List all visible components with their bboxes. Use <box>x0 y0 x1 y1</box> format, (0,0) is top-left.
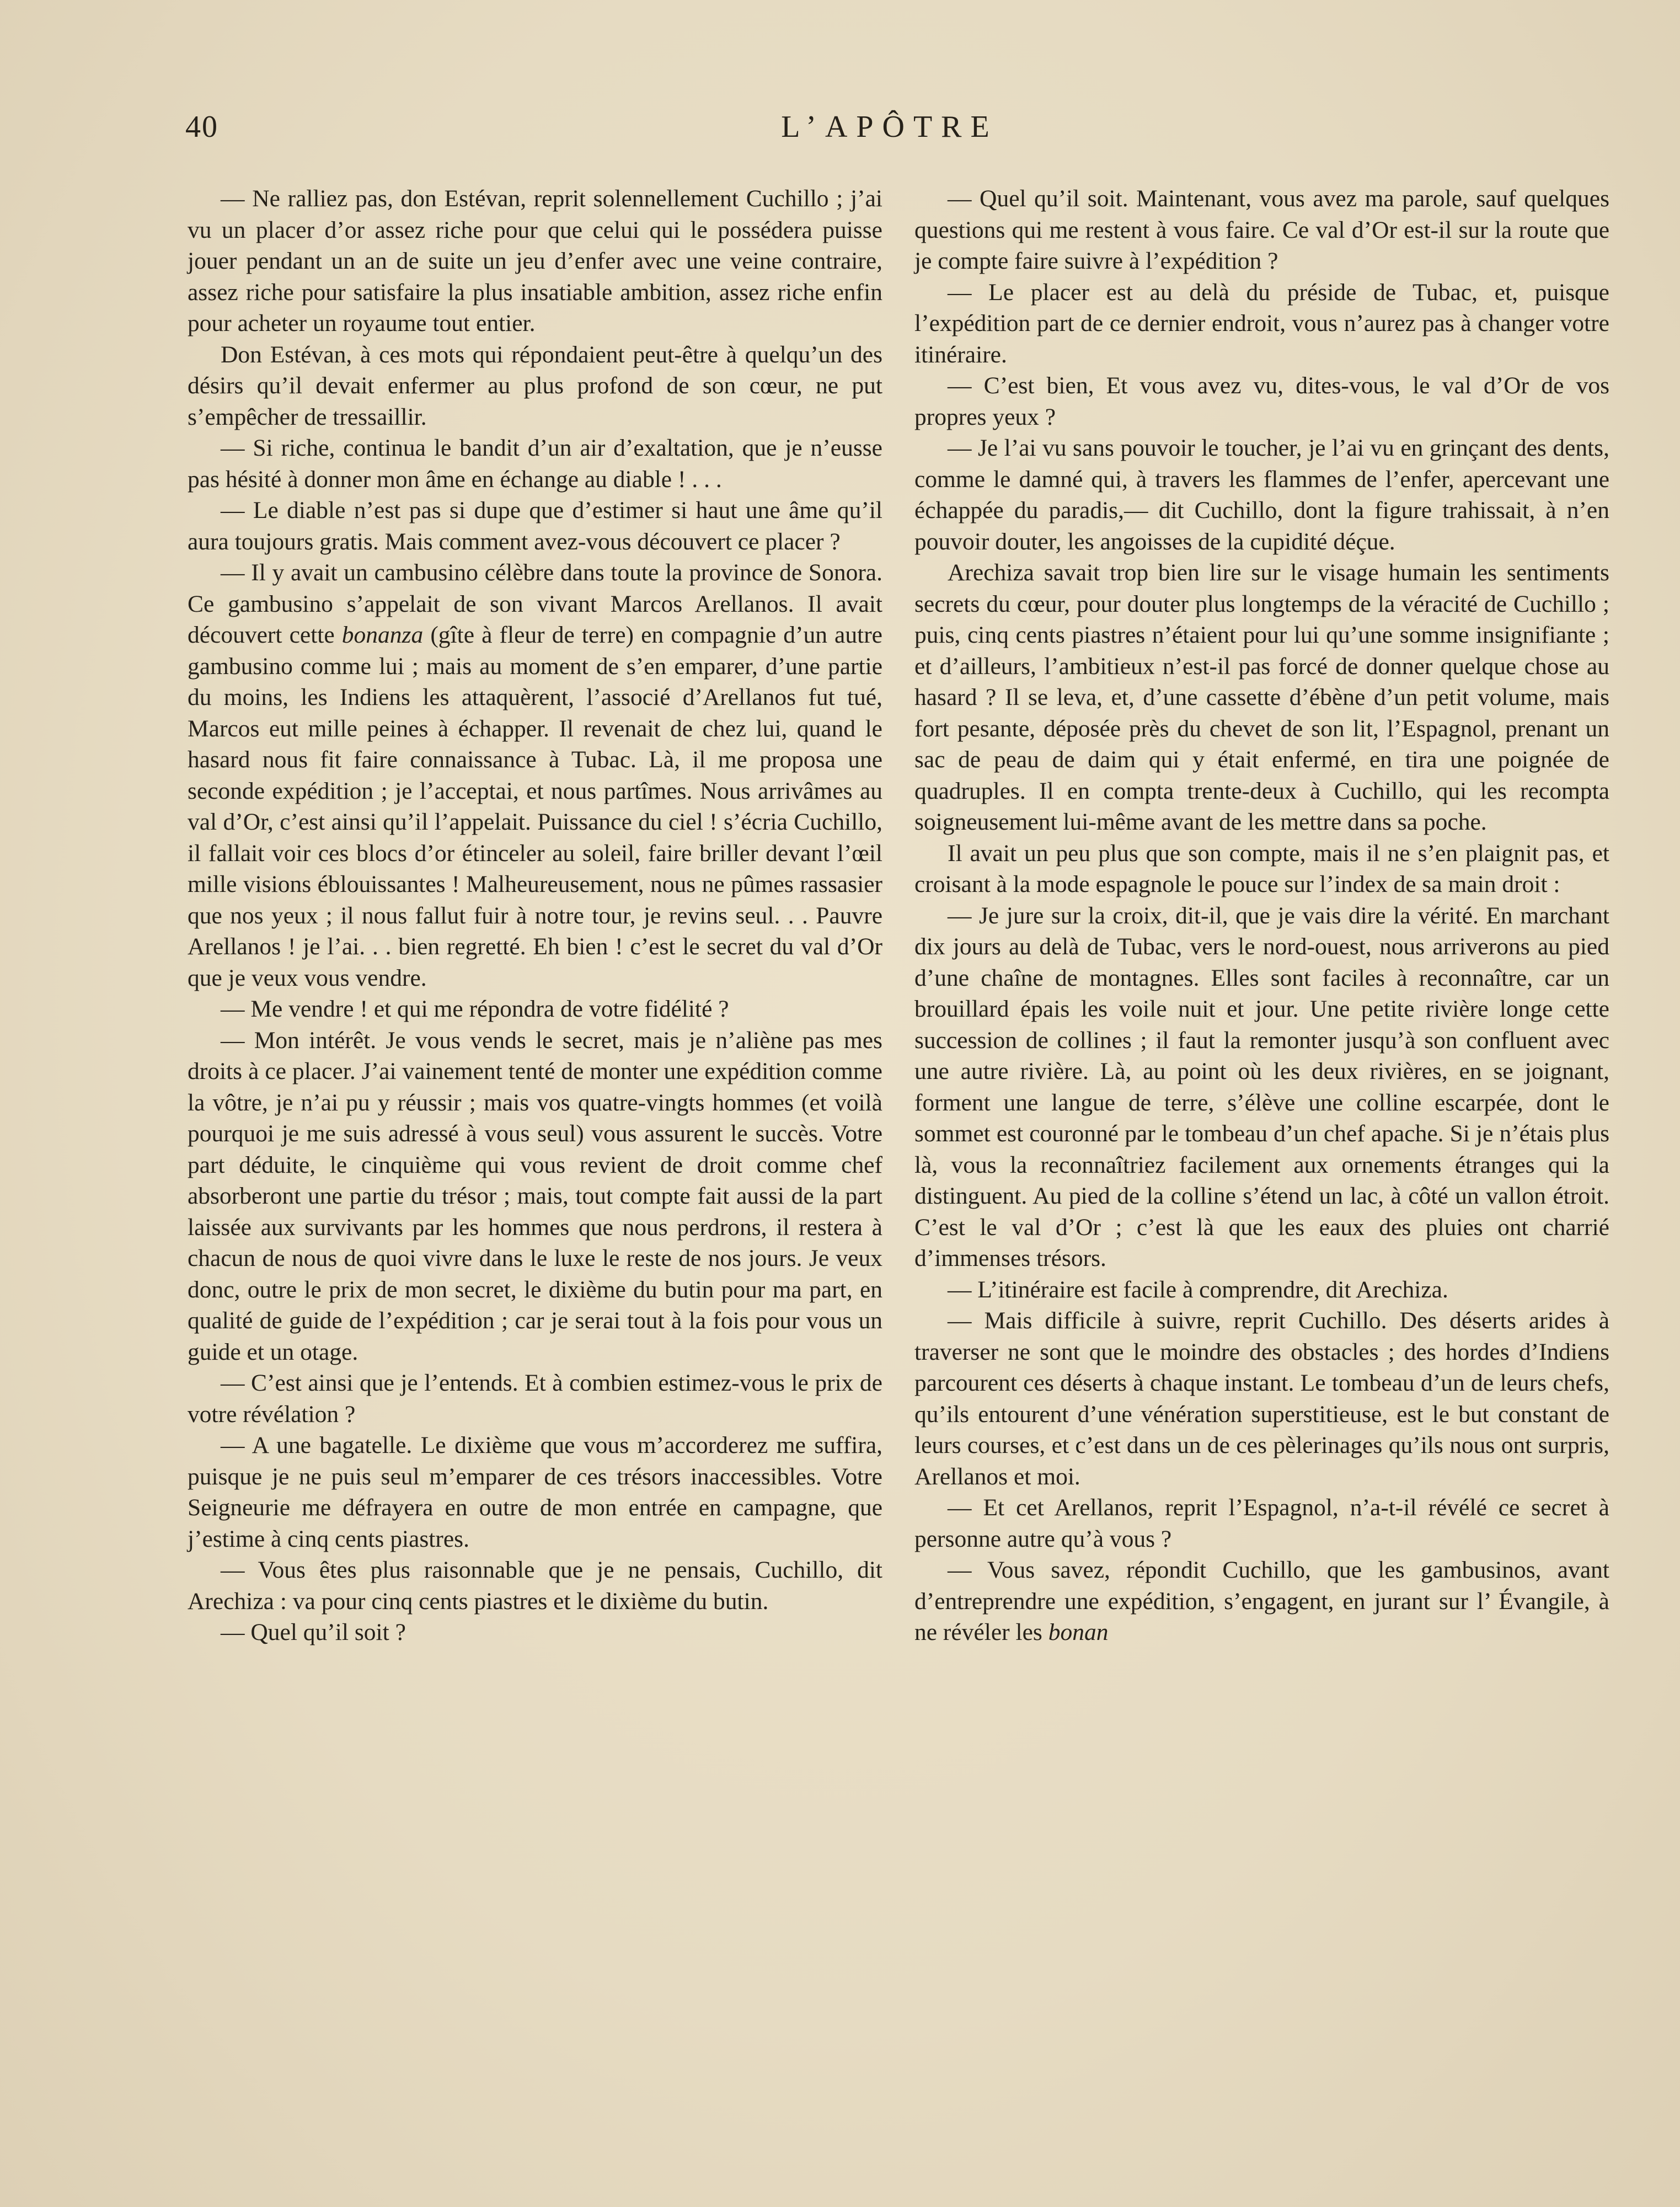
paragraph: — Si riche, continua le bandit d’un air d’exaltation, que je n’eusse pas hésité à donner mon âme en échange au diable ! . . . <box>188 435 882 493</box>
paragraph: — Quel qu’il soit ? <box>221 1619 406 1645</box>
paragraph: — Le placer est au delà du préside de Tubac, et, puisque l’expédition part de ce dernier endroit, vous n’aurez pas à changer votre itinéraire. <box>914 279 1609 368</box>
left-column <box>188 183 882 1648</box>
running-head <box>185 105 1550 149</box>
paragraph: Il avait un peu plus que son compte, mais il ne s’en plaignit pas, et croisant à la mode espagnole le pouce sur l’index de sa main droit : <box>914 840 1609 897</box>
paragraph: — Mon intérêt. Je vous vends le secret, mais je n’aliène pas mes droits à ce placer. J’ai vainement tenté de monter une expédition comme la vôtre, je n’ai pu y réussir ; mais vos quatre-vingts hommes (et voilà pourquoi je me suis adressé à vous seul) vous assurent le succès. Votre part déduite, le cinquième qui vous revient de droit comme chef absorberont une partie du trésor ; mais, tout compte fait aussi de la part laissée aux survivants par les hommes que nous perdrons, il restera à chacun de nous de quoi vivre dans le luxe le reste de nos jours. Je veux donc, outre le prix de mon secret, le dixième du butin pour ma part, en qualité de guide de l’expédition ; car je serai tout à la fois pour vous un guide et un otage. <box>188 1027 882 1365</box>
right-column <box>914 183 1609 1648</box>
paragraph: Arechiza savait trop bien lire sur le visage humain les sentiments secrets du cœur, pour douter plus longtemps de la véracité de Cuchillo ; puis, cinq cents piastres n’étaient pour lui qu’une somme insignifiante ; et d’ailleurs, l’ambitieux n’est-il pas forcé de donner quelque chose au hasard ? Il se leva, et, d’une cassette d’ébène d’un petit volume, mais fort pesante, déposée près du chevet de son lit, l’Espagnol, prenant un sac de peau de daim qui y était enfermé, en tira une poignée de quadruples. Il en compta trente-deux à Cuchillo, qui les recompta soigneusement lui-même avant de les mettre dans sa poche. <box>914 559 1609 835</box>
italic-word: bonanza <box>341 622 424 648</box>
paragraph: — Mais difficile à suivre, reprit Cuchillo. Des déserts arides à traverser ne sont que le moindre des obstacles ; des hordes d’Indiens parcourent ces déserts à chaque instant. Le tombeau d’un de leurs chefs, qu’ils entourent d’une vénération superstitieuse, est le but constant de leurs courses, et c’est dans un de ces pèlerinages qu’ils nous ont surpris, Arellanos et moi. <box>914 1307 1609 1490</box>
paragraph: — Et cet Arellanos, reprit l’Espagnol, n’a-t-il révélé ce secret à personne autre qu’à vous ? <box>914 1494 1609 1552</box>
paragraph: — C’est bien, Et vous avez vu, dites-vous, le val d’Or de vos propres yeux ? <box>914 372 1609 430</box>
paragraph: — Vous êtes plus raisonnable que je ne pensais, Cuchillo, dit Arechiza : va pour cinq cents piastres et le dixième du butin. <box>188 1557 882 1615</box>
paragraph: Don Estévan, à ces mots qui répondaient peut-être à quelqu’un des désirs qu’il devait enfermer au plus profond de son cœur, ne put s’empêcher de tressaillir. <box>188 341 882 430</box>
paragraph: — Le diable n’est pas si dupe que d’estimer si haut une âme qu’il aura toujours gratis. Mais comment avez-vous découvert ce placer ? <box>188 497 882 555</box>
paragraph <box>914 1554 1609 1648</box>
paragraph: — Je l’ai vu sans pouvoir le toucher, je l’ai vu en grinçant des dents, comme le damné qui, à travers les flammes de l’enfer, apercevant une échappée du paradis,— dit Cuchillo, dont la figure trahissait, à n’en pouvoir douter, les angoisses de la cupidité déçue. <box>914 435 1609 555</box>
paragraph: — Ne ralliez pas, don Estévan, reprit solennellement Cuchillo ; j’ai vu un placer d’or assez riche pour que celui qui le possédera puisse jouer pendant un an de suite un jeu d’enfer avec une veine contraire, assez riche pour satisfaire la plus insatiable ambition, assez riche enfin pour acheter un royaume tout entier. <box>188 185 882 336</box>
paragraph: — Je jure sur la croix, dit-il, que je vais dire la vérité. En marchant dix jours au delà de Tubac, vers le nord-ouest, nous arriverons au pied d’une chaîne de montagnes. Elles sont faciles à reconnaître, car un brouillard épais les voile nuit et jour. Une petite rivière longe cette succession de collines ; il faut la remonter jusqu’à son confluent avec une autre rivière. Là, au point où les deux rivières, en se joignant, forment une langue de terre, s’élève une colline escarpée, dont le sommet est couronné par le tombeau d’un chef apache. Si je n’étais plus là, vous la reconnaîtriez facilement aux ornements étranges qui la distinguent. Au pied de la colline s’étend un lac, à côté un vallon étroit. C’est le val d’Or ; c’est là que les eaux des pluies ont charrié d’immenses trésors. <box>914 902 1609 1271</box>
paragraph <box>188 557 882 993</box>
paragraph: — Me vendre ! et qui me répondra de votre fidélité ? <box>221 996 729 1022</box>
italic-word: bonan <box>1048 1619 1109 1645</box>
journal-title: L’APÔTRE <box>781 110 998 144</box>
paragraph: — Quel qu’il soit. Maintenant, vous avez ma parole, sauf quelques questions qui me restent à vous faire. Ce val d’Or est-il sur la route que je compte faire suivre à l’expédition ? <box>914 185 1609 274</box>
paragraph-text: (gîte à fleur de terre) en compagnie d’un autre gambusino comme lui ; mais au moment de s’en emparer, d’une partie du moins, les Indiens les attaquèrent, l’associé d’Arellanos fut tué, Marcos eut mille peines à échapper. Il revenait de chez lui, quand le hasard nous fit faire connaissance à Tubac. Là, il me proposa une seconde expédition ; je l’acceptai, et nous partîmes. Nous arrivâmes au val d’Or, c’est ainsi qu’il l’appelait. Puissance du ciel ! s’écria Cuchillo, il fallait voir ces blocs d’or étinceler au soleil, faire briller devant l’œil mille visions éblouissantes ! Malheureusement, nous ne pûmes rassasier que nos yeux ; il nous fallut fuir à notre tour, je revins seul. . . Pauvre Arellanos ! je l’ai. . . bien regretté. Eh bien ! c’est le secret du val d’Or que je veux vous vendre. <box>188 622 882 991</box>
paragraph-text: — Il y avait un cambusino célèbre dans toute la province de Sonora. Ce gambusino s’appelait de son vivant Marcos Arellanos. Il avait découvert cette <box>188 559 882 648</box>
paragraph: — A une bagatelle. Le dixième que vous m’accorderez me suffira, puisque je ne puis seul m’emparer de ces trésors inaccessibles. Votre Seigneurie me défrayera en outre de mon entrée en campagne, que j’estime à cinq cents piastres. <box>188 1432 882 1552</box>
paragraph-text: — Vous savez, répondit Cuchillo, que les gambusinos, avant d’entreprendre une expédition, s’engagent, en jurant sur l’ Évangile, à ne révéler les <box>914 1557 1609 1645</box>
page-number: 40 <box>185 110 218 144</box>
paragraph: — L’itinéraire est facile à comprendre, dit Arechiza. <box>948 1276 1448 1303</box>
paragraph: — C’est ainsi que je l’entends. Et à combien estimez-vous le prix de votre révélation ? <box>188 1370 882 1428</box>
